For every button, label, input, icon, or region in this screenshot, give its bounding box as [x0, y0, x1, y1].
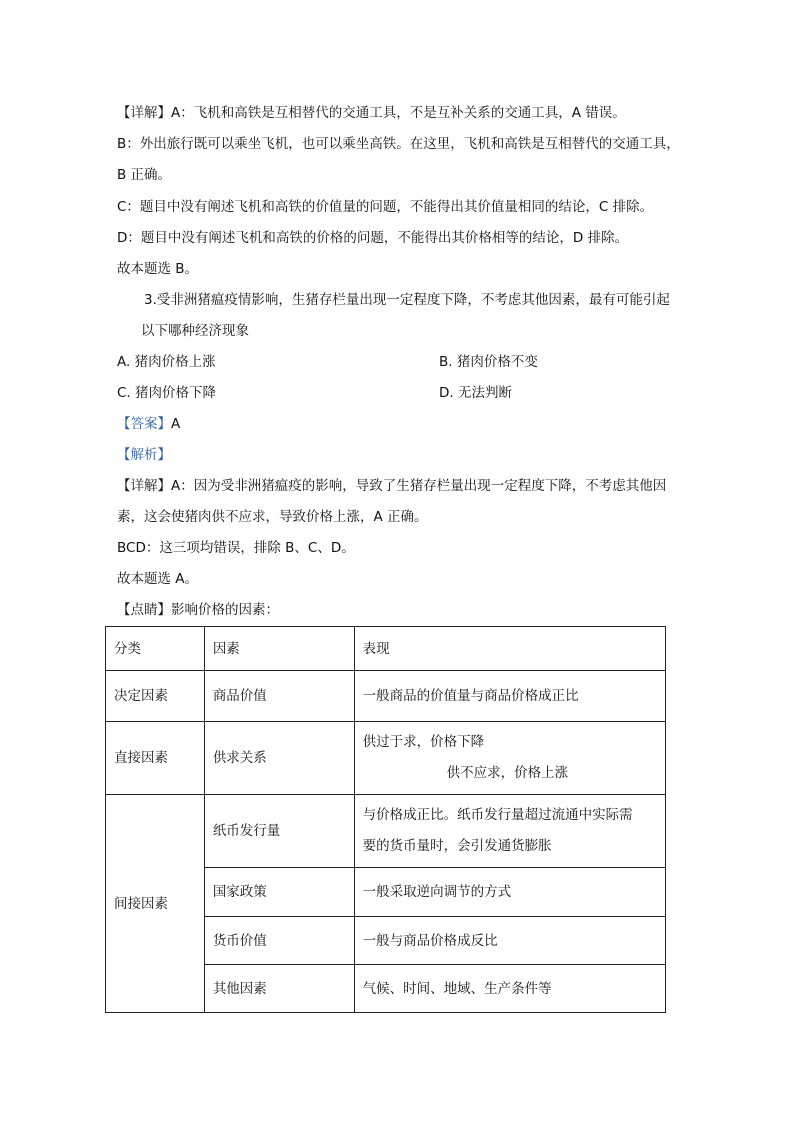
tip-text: 影响价格的因素： — [171, 602, 279, 618]
question-stem: 3.受非洲猪瘟疫情影响，生猪存栏量出现一定程度下降，不考虑其他因素，最有可能引起 — [144, 292, 670, 308]
table-cell-factor: 货币价值 — [204, 917, 354, 965]
question-stem-cont: 以下哪种经济现象 — [141, 323, 249, 339]
analysis-line-1 — [117, 477, 666, 495]
detail-line-a — [117, 104, 626, 122]
answer-line — [117, 415, 180, 433]
option-d: D. 无法判断 — [439, 385, 512, 401]
table-cell-category: 间接因素 — [106, 795, 205, 1013]
analysis-line-3: BCD：这三项均错误，排除 B、C、D。 — [117, 540, 355, 556]
effect-line-2: 供不应求，价格上涨 — [446, 765, 569, 781]
table-cell-effect: 气候、时间、地域、生产条件等 — [354, 965, 665, 1013]
table-row — [106, 671, 666, 722]
option-a: A. 猪肉价格上涨 — [117, 354, 216, 370]
table-cell-effect: 一般商品的价值量与商品价格成正比 — [354, 671, 665, 722]
option-c: C. 猪肉价格下降 — [117, 385, 217, 401]
table-cell-factor: 供求关系 — [204, 722, 354, 795]
price-factors-table — [105, 626, 666, 1013]
detail-line-c: C：题目中没有阐述飞机和高铁的价值量的问题，不能得出其价值量相同的结论，C 排除。 — [117, 199, 654, 215]
analysis-detail-label: 【详解】 — [117, 478, 171, 494]
table-row — [106, 722, 666, 795]
effect-line-1: 与价格成正比。纸币发行量超过流通中实际需 — [362, 807, 633, 823]
conclusion-line: 故本题选 B。 — [117, 261, 199, 277]
table-cell-factor: 其他因素 — [204, 965, 354, 1013]
table-header-row — [106, 627, 666, 671]
table-cell-factor: 商品价值 — [204, 671, 354, 722]
detail-line-b2: B 正确。 — [117, 167, 172, 183]
effect-line-2: 要的货币量时，会引发通货膨胀 — [362, 838, 552, 854]
table-cell-category: 直接因素 — [106, 722, 205, 795]
option-b: B. 猪肉价格不变 — [439, 354, 538, 370]
detail-text-a: A：飞机和高铁是互相替代的交通工具，不是互补关系的交通工具，A 错误。 — [171, 105, 626, 121]
table-header-effect: 表现 — [354, 627, 665, 671]
table-cell-effect — [354, 795, 665, 868]
answer-label: 【答案】 — [117, 416, 171, 432]
detail-label: 【详解】 — [117, 105, 171, 121]
table-cell-factor: 纸币发行量 — [204, 795, 354, 868]
table-header-category: 分类 — [106, 627, 205, 671]
table-row — [106, 795, 666, 868]
tip-label: 【点睛】 — [117, 602, 171, 618]
answer-value: A — [171, 416, 181, 432]
effect-line-1: 供过于求，价格下降 — [362, 734, 485, 750]
detail-line-b: B：外出旅行既可以乘坐飞机，也可以乘坐高铁。在这里，飞机和高铁是互相替代的交通工具， — [117, 136, 680, 152]
analysis-line-4: 故本题选 A。 — [117, 571, 199, 587]
table-cell-effect: 一般采取逆向调节的方式 — [354, 868, 665, 917]
table-header-factor: 因素 — [204, 627, 354, 671]
table-cell-factor: 国家政策 — [204, 868, 354, 917]
table-cell-category: 决定因素 — [106, 671, 205, 722]
analysis-label: 【解析】 — [117, 447, 171, 463]
table-cell-effect — [354, 722, 665, 795]
detail-line-d: D：题目中没有阐述飞机和高铁的价格的问题，不能得出其价格相等的结论，D 排除。 — [117, 230, 629, 246]
analysis-line-2: 素，这会使猪肉供不应求，导致价格上涨，A 正确。 — [117, 509, 428, 525]
table-cell-effect: 一般与商品价格成反比 — [354, 917, 665, 965]
analysis-text-1: A：因为受非洲猪瘟疫的影响，导致了生猪存栏量出现一定程度下降，不考虑其他因 — [171, 478, 667, 494]
tip-line — [117, 601, 279, 619]
